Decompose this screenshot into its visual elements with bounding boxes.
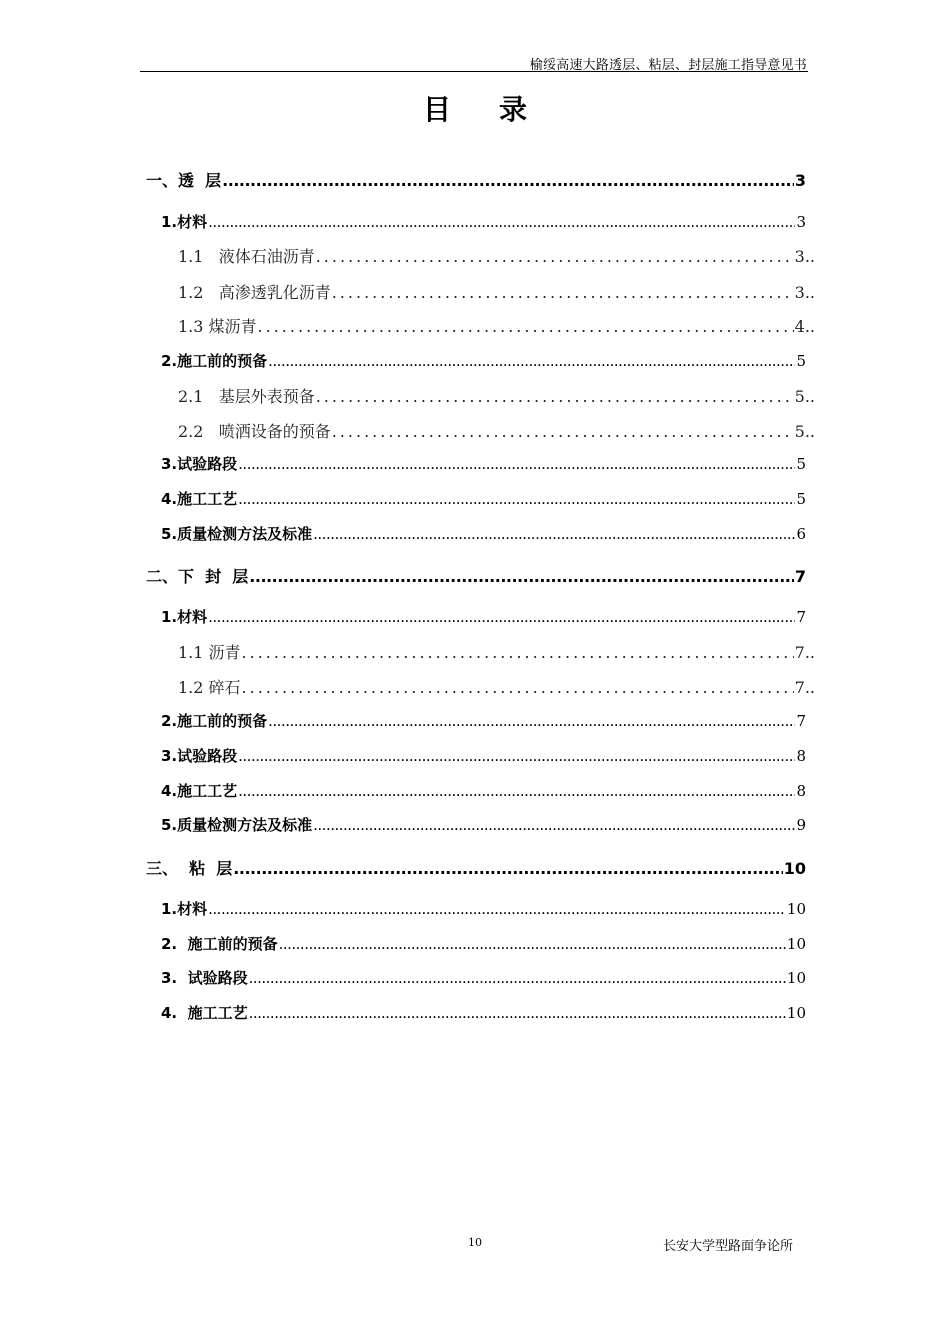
toc-entry[interactable] [146, 856, 806, 879]
toc-leader-dots [233, 859, 782, 878]
toc-leader-dots [268, 712, 795, 730]
toc-entry-label: 3.试验路段 [161, 455, 238, 473]
toc-leader-dots [238, 747, 795, 765]
toc-entry-page: 3 [796, 213, 806, 231]
toc-entry[interactable] [161, 780, 806, 801]
toc-entry-page: 5 [796, 490, 806, 508]
toc-entry-label: 4.施工工艺 [161, 490, 238, 508]
toc-leader-dots [258, 317, 794, 336]
toc-entry[interactable] [161, 745, 806, 766]
toc-entry[interactable] [161, 1002, 806, 1023]
toc-leader-dots [249, 567, 794, 586]
toc-leader-dots [208, 608, 795, 626]
toc-entry[interactable] [161, 967, 806, 988]
toc-entry-label: 2. 施工前的预备 [161, 935, 278, 953]
toc-entry[interactable] [178, 384, 815, 407]
toc-entry-page: 10 [783, 859, 806, 878]
toc-entry[interactable] [161, 933, 806, 954]
toc-entry-page: 7 [796, 712, 806, 730]
toc-leader-dots [316, 387, 794, 406]
toc-entry-page: 8 [796, 782, 806, 800]
toc-entry[interactable] [178, 244, 815, 267]
toc-entry-page: 3.. [794, 247, 815, 266]
toc-entry-label: 5.质量检测方法及标准 [161, 525, 313, 543]
running-header: 榆绥高速大路透层、粘层、封层施工指导意见书 [529, 58, 807, 73]
toc-entry[interactable] [161, 710, 806, 731]
toc-entry-label: 4. 施工工艺 [161, 1004, 248, 1022]
toc-entry-label: 2.1 基层外表预备 [178, 387, 315, 406]
toc-title-char-2: 录 [499, 93, 528, 126]
toc-entry[interactable] [161, 898, 806, 919]
toc-entry-page: 5.. [794, 422, 815, 441]
toc-entry[interactable] [161, 814, 806, 835]
toc-leader-dots [316, 247, 794, 266]
toc-entry[interactable] [161, 453, 806, 474]
footer-organization: 长安大学型路面争论所 [662, 1239, 793, 1254]
toc-leader-dots [332, 422, 794, 441]
toc-entry-label: 5.质量检测方法及标准 [161, 816, 313, 834]
toc-entry[interactable] [161, 488, 806, 509]
toc-entry-page: 10 [786, 900, 806, 918]
toc-entry-label: 2.2 喷洒设备的预备 [178, 422, 331, 441]
toc-leader-dots [238, 455, 795, 473]
toc-entry-label: 2.施工前的预备 [161, 352, 268, 370]
toc-entry[interactable] [178, 314, 815, 337]
toc-leader-dots [238, 782, 795, 800]
toc-leader-dots [249, 1004, 786, 1022]
toc-leader-dots [313, 525, 795, 543]
toc-entry-page: 10 [786, 935, 806, 953]
toc-entry[interactable] [161, 523, 806, 544]
toc-leader-dots [242, 678, 794, 697]
toc-entry-label: 1.1 沥青 [178, 643, 241, 662]
toc-entry-page: 7.. [794, 643, 815, 662]
toc-entry[interactable] [146, 564, 806, 587]
toc-entry-label: 1.材料 [161, 608, 208, 626]
toc-leader-dots [238, 490, 795, 508]
toc-entry-page: 5 [796, 455, 806, 473]
toc-entry-page: 3.. [794, 283, 815, 302]
toc-entry-page: 10 [786, 969, 806, 987]
toc-entry-label: 三、 粘 层 [146, 859, 233, 878]
toc-entry-label: 3.试验路段 [161, 747, 238, 765]
toc-entry[interactable] [178, 640, 815, 663]
toc-leader-dots [222, 171, 794, 190]
toc-entry-label: 4.施工工艺 [161, 782, 238, 800]
toc-entry-label: 1.材料 [161, 213, 208, 231]
toc-leader-dots [268, 352, 795, 370]
toc-entry[interactable] [161, 211, 806, 232]
toc-title-char-1: 目 [422, 93, 451, 126]
header-rule [140, 71, 808, 72]
toc-title [0, 88, 950, 128]
toc-entry-page: 8 [796, 747, 806, 765]
toc-leader-dots [279, 935, 786, 953]
toc-entry[interactable] [146, 168, 806, 191]
toc-entry-label: 1.2 高渗透乳化沥青 [178, 283, 331, 302]
toc-entry-label: 1.1 液体石油沥青 [178, 247, 315, 266]
toc-leader-dots [208, 900, 786, 918]
toc-leader-dots [242, 643, 794, 662]
toc-entry[interactable] [178, 675, 815, 698]
footer-page-number: 10 [468, 1236, 482, 1249]
toc-entry[interactable] [161, 350, 806, 371]
toc-entry-label: 1.3 煤沥青 [178, 317, 257, 336]
toc-entry-page: 4.. [794, 317, 815, 336]
toc-entry-page: 10 [786, 1004, 806, 1022]
toc-entry-label: 2.施工前的预备 [161, 712, 268, 730]
toc-entry-label: 1.2 碎石 [178, 678, 241, 697]
toc-entry-page: 6 [796, 525, 806, 543]
toc-entry-label: 3. 试验路段 [161, 969, 248, 987]
toc-entry[interactable] [178, 280, 815, 303]
toc-entry-page: 5 [796, 352, 806, 370]
toc-entry-page: 5.. [794, 387, 815, 406]
toc-entry-label: 1.材料 [161, 900, 208, 918]
toc-entry-page: 7 [794, 567, 806, 586]
toc-leader-dots [208, 213, 795, 231]
toc-entry-label: 一、透 层 [146, 171, 222, 190]
toc-entry-page: 9 [796, 816, 806, 834]
toc-entry-page: 7 [796, 608, 806, 626]
toc-leader-dots [249, 969, 786, 987]
toc-entry[interactable] [161, 606, 806, 627]
toc-leader-dots [332, 283, 794, 302]
toc-entry-label: 二、下 封 层 [146, 567, 249, 586]
toc-leader-dots [313, 816, 795, 834]
toc-entry-page: 3 [794, 171, 806, 190]
toc-entry[interactable] [178, 419, 815, 442]
toc-entry-page: 7.. [794, 678, 815, 697]
